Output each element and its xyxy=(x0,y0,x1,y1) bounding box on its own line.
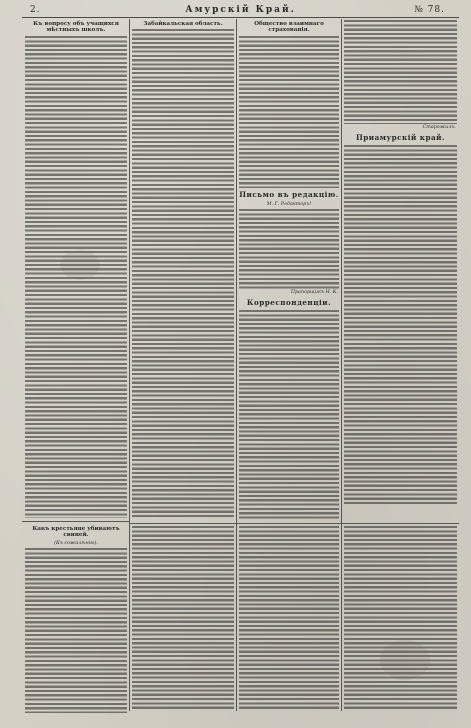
page-number: 2. xyxy=(30,5,41,15)
feuilleton-column-4 xyxy=(343,526,458,712)
feuilleton-subtitle: (Къ сожалѣнію). xyxy=(54,540,98,546)
feuilleton-body xyxy=(344,526,457,710)
article-body xyxy=(344,20,457,124)
column-rule xyxy=(236,19,237,711)
letter-signature: Прапорщикъ Н. К. xyxy=(290,290,338,296)
header-rule xyxy=(22,17,459,18)
section-heading: Корреспонденціи. xyxy=(246,298,332,307)
letter-body xyxy=(239,209,339,289)
feuilleton-body xyxy=(239,526,339,710)
newspaper-title: Амурскій Край. xyxy=(185,5,296,15)
feuilleton-body xyxy=(25,548,127,713)
feuilleton-heading: Какъ крестьяне убиваютъ свиней. xyxy=(32,526,120,539)
column-4 xyxy=(343,20,458,520)
section-rule xyxy=(22,521,130,522)
page-header xyxy=(22,4,459,16)
section-rule xyxy=(130,523,236,524)
section-heading: Письмо въ редакцію. xyxy=(239,189,339,199)
article-heading: Къ вопросу объ учащихся мѣстныхъ школъ. xyxy=(33,21,119,34)
section-heading: Приамурскій край. xyxy=(355,132,445,142)
article-signature: Старожилъ. xyxy=(422,125,456,130)
feuilleton-column-2 xyxy=(131,526,235,712)
column-rule xyxy=(129,19,130,711)
section-rule xyxy=(237,523,341,524)
article-heading: Забайкальская область. xyxy=(143,21,223,27)
paper-stain xyxy=(380,640,430,680)
salutation: М. Г. Редакторъ! xyxy=(266,201,312,207)
article-heading: Общество взаимнаго страхованія. xyxy=(254,21,324,34)
section-rule xyxy=(342,523,459,524)
paper-stain xyxy=(60,250,100,280)
article-body xyxy=(344,145,457,505)
issue-number: № 78. xyxy=(414,5,445,15)
column-3 xyxy=(238,20,340,520)
feuilleton-column-1 xyxy=(24,525,128,713)
column-rule xyxy=(341,19,342,711)
column-2 xyxy=(131,20,235,520)
feuilleton-body xyxy=(132,526,234,710)
article-body xyxy=(239,36,339,188)
feuilleton-column-3 xyxy=(238,526,340,712)
article-body xyxy=(132,29,234,519)
article-body xyxy=(239,310,339,520)
